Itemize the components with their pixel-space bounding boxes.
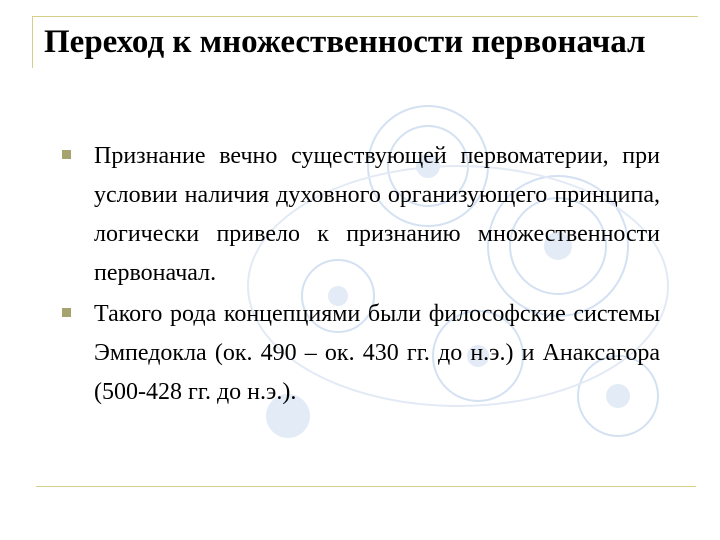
- bullet-list: [60, 137, 660, 412]
- bullet-text: Признание вечно существующей первоматерии, при условии наличия духовного организующего принципа, логически привело к признанию множественности первоначал.: [94, 143, 660, 286]
- bullet-item: [60, 295, 660, 412]
- bullet-text: Такого рода концепциями были философские системы Эмпедокла (ок. 490 – ок. 430 гг. до н.э.) и Анаксагора (500-428 гг. до н.э.).: [94, 301, 660, 405]
- frame-top-line: [32, 16, 698, 17]
- bullet-marker-icon: [62, 308, 71, 317]
- bullet-item: [60, 137, 660, 293]
- bullet-marker-icon: [62, 150, 71, 159]
- frame-bottom-line: [36, 486, 696, 487]
- slide-title: Переход к множественности первоначал: [44, 24, 646, 60]
- frame-left-line: [32, 16, 33, 68]
